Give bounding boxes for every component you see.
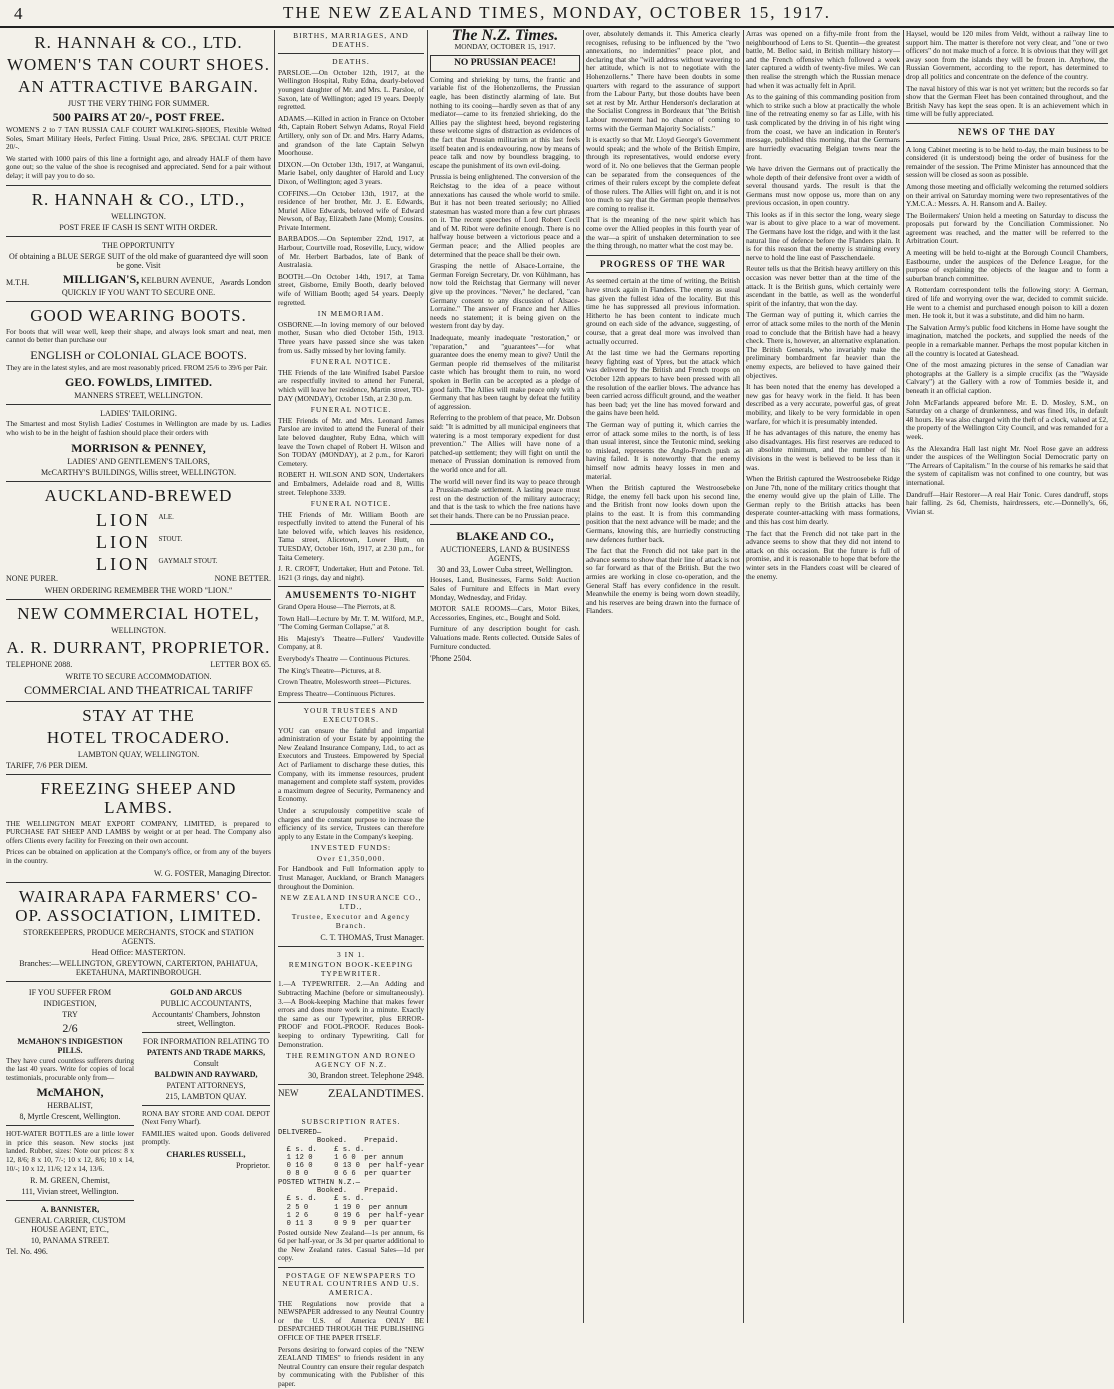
ad-hotel-town: WELLINGTON.	[111, 625, 166, 635]
ad-morrison-sub: LADIES' AND GENTLEMEN'S TAILORS,	[67, 456, 210, 466]
amusement-item: Empress Theatre—Continuous Pictures.	[278, 688, 396, 698]
divider	[6, 981, 271, 982]
ad-lion-word: LION	[96, 531, 151, 552]
news-item: The Boilermakers' Union held a meeting on Saturday to discuss the proposals put forward by the Conciliation Commissioner. No agreement was reached, and the matter will be referred to the Arbitration Court.	[906, 210, 1108, 246]
funeral-notice: THE Friends of the late Winifred Isabel Parsloe are respectfully invited to attend her Funeral, which will leave her residence, Martin street, TO-DAY (MONDAY), October 15th, at 2.30 p.m.	[278, 367, 424, 403]
ad-fowlds-name: GEO. FOWLDS, LIMITED.	[64, 375, 213, 390]
war-paragraph: Haysel, would be 120 miles from Veldt, without a railway line to support him. The matter is therefore not very clear, and "one or two officers" do not make much of a force. It is obvious that they will get away soon from the islands they will be frozen in. Anyhow, the Russian Government, according to the report, has determined to drop all politics and concentrate on the defence of the country.	[906, 29, 1108, 81]
ad-hannah-address	[6, 190, 271, 232]
death-notice: PARSLOE.—On October 12th, 1917, at the Wellington Hospital, Ruby Edna, dearly-beloved youngest daughter of Mr. and Mrs. L. Parsloe, of Saxon, late of Wellington; aged 19 years. Deeply regretted.	[278, 67, 424, 112]
news-item: Dandruff—Hair Restorer—A real Hair Tonic. Cures dandruff, stops hair falling. 2s 6d, Chemists, hairdressers, etc.—Donnelly's, 66, Vivian st.	[906, 489, 1108, 516]
ad-milligan-award: Awards London	[219, 277, 271, 287]
ad-morrison-address: McCARTHY'S BUILDINGS, Willis street, WELLINGTON.	[40, 467, 237, 477]
memoriam-notice: OSBORNE.—In loving memory of our beloved mother, Susan who died October 15th, 1913. Three years have passed since she was taken from us. Sadly missed by her loving family.	[278, 319, 424, 355]
ad-milligan-mark: M.T.H.	[6, 277, 30, 287]
ad-hotel-line: WRITE TO SECURE ACCOMMODATION.	[65, 671, 212, 681]
subscription-delivered: DELIVERED— Booked. Prepaid. £ s. d. £ s. d. 1 12 0 1 6 0 per annum 0 16 0 0 13 0 per half-year 0 8 0 0 6 6 per quarter	[278, 1128, 425, 1179]
divider	[586, 255, 740, 256]
remington-label: REMINGTON BOOK-KEEPING TYPEWRITER.	[288, 960, 414, 978]
divider	[6, 599, 271, 600]
nz-times-logo-c: TIMES.	[385, 1086, 424, 1101]
ad-right-stack	[142, 986, 270, 1170]
war-headline: PROGRESS OF THE WAR	[599, 258, 727, 269]
ad-families-name: CHARLES RUSSELL,	[166, 1149, 246, 1159]
ad-milligan-line3: QUICKLY IF YOU WANT TO SECURE ONE.	[61, 287, 216, 297]
leader-paragraph: Inadequate, meanly inadequate "restoration," or "reparation," and "guarantees"—for what guarantee does the enemy mean to give? Until the German people rid themselves of the militarist caste which has brought them to ruin, no word spoken in Berlin can be accepted as a pledge of good faith. The Allies will make peace only with a Germany that has been taught by defeat the futility of aggression.	[430, 333, 580, 411]
divider	[278, 53, 424, 54]
death-notice: DIXON.—On October 13th, 1917, at Wanganui, Marie Isabel, only daughter of Harold and Lucy Dixon, of Wellington; aged 3 years.	[278, 159, 424, 186]
ad-mcmahon	[6, 986, 134, 1257]
news-item: Among those meeting and officially welcoming the returned soldiers on their arrival on Saturday morning were two representatives of the Y.M.C.A.: Messrs. A. H. Ransom and A. Bailey.	[906, 181, 1108, 209]
three-in-one: 3 IN 1.	[336, 949, 366, 959]
ad-hotel-name: NEW COMMERCIAL HOTEL,	[17, 603, 260, 623]
ad-gold-arcus-line2: Accountants' Chambers, Johnston street, Wellington.	[151, 1009, 261, 1028]
ad-fowlds-text: For boots that will wear well, keep their shape, and always look smart and neat, men cannot do better than purchase our	[6, 326, 271, 345]
divider	[278, 1084, 424, 1085]
column-rule	[903, 30, 904, 1323]
ad-milligan-line2: Of obtaining a BLUE SERGE SUIT of the old make of guaranteed dye will soon be gone. Visit	[9, 251, 268, 270]
ad-patents-line3: Consult	[193, 1058, 219, 1068]
ad-blake-text: MOTOR SALE ROOMS—Cars, Motor Bikes, Accessories, Engines, etc., Bought and Sold.	[430, 604, 580, 622]
ad-mcmahon-product: McMAHON'S INDIGESTION PILLS.	[17, 1036, 123, 1055]
amusement-item: Everybody's Theatre — Continuous Pictures.	[278, 654, 410, 663]
divider	[6, 301, 271, 302]
war-paragraph: The fact that the French did not take part in the advance seems to show that they did not intend to attack on this occasion. But the future is full of promise, and it is reasonable to hope that before the winter sets in the Flanders coast will be cleared of the enemy.	[746, 528, 900, 581]
ad-lion-sub: ALE.	[158, 512, 174, 521]
divider	[6, 481, 271, 482]
ad-hannah-detail: WOMEN'S 2 to 7 TAN RUSSIA CALF COURT WALKING-SHOES, Flexible Welted Soles, Smart Military Heels, Perfect Fitting. Usual Price, 28/6. SPECIAL CUT PRICE 20/-.	[6, 125, 271, 152]
divider	[6, 185, 271, 186]
ad-lion-word: LION	[96, 509, 151, 530]
nameplate: The N.Z. Times.	[451, 27, 559, 44]
amusements-label: AMUSEMENTS TO-NIGHT	[285, 590, 417, 601]
ad-hannah-note: We started with 1000 pairs of this line a fortnight ago, and already HALF of them have gone out; so the value of the shoe is recognised and appreciated. Send for a pair without delay; it will pay you to do so.	[6, 153, 271, 180]
page-title: THE NEW ZEALAND TIMES, MONDAY, OCTOBER 15, 1917.	[283, 3, 831, 22]
ad-patents-line2: PATENTS AND TRADE MARKS,	[146, 1047, 266, 1057]
column-4-war	[586, 30, 740, 1323]
amusement-item: Town Hall—Lecture by Mr. T. M. Wilford, M.P., "The Coming German Collapse," at 8.	[278, 613, 424, 632]
leader-continued: over, absolutely demands it. This America clearly recognises, refusing to be influenced by the "two annexations, no indemnities" peace plot, and declaring that she "will address without wavering to her attitude, which is not to negotiate with the Hohenzollerns." There have been doubts in some quarters with regard to the assurance of support from the Labour Party, but those doubts have been set at rest by Mr. Arthur Henderson's declaration at the Socialist Congress in Bordeaux that "the British Labour movement had no chance of coming to terms with the German Majority Socialists."	[586, 29, 740, 133]
leader-continued: It is exactly so that Mr. Lloyd George's Government would speak; and the whole of the British Empire, through its representatives, would endorse every word of it. No one believes that the German people can be separated from the consequences of the crimes of their rulers except by the complete defeat of those rulers. The Allies will fight on, and it is not too much to say that the German people themselves are coming to realise it.	[586, 135, 740, 213]
ad-hannah2-line: WELLINGTON.	[111, 211, 166, 221]
ad-blake-text: Houses, Land, Businesses, Farms Sold: Auction Sales of Furniture and Effects in Mart every Monday, Wednesday, and Friday.	[430, 575, 580, 602]
ad-lion	[6, 486, 271, 595]
remington-name: THE REMINGTON AND RONEO AGENCY OF N.Z.	[286, 1051, 416, 1069]
leader-continued: That is the meaning of the new spirit which has come over the Allied peoples in this fourth year of the war—a spirit of unshaken determination to see the thing through, no matter what the cost may be.	[586, 215, 740, 251]
war-paragraph: Arras was opened on a fifty-mile front from the neighbourhood of Lens to St. Quentin—the greatest battle, M. Belloc said, in British military history—and the French offensive which followed a week later captured a width of twenty-five miles. We can then realise the strength which the Russian menace had when it was actually felt in April.	[746, 29, 900, 90]
ad-hannah-line1: WOMEN'S TAN COURT SHOES.	[6, 55, 271, 74]
subscription-label: SUBSCRIPTION RATES.	[301, 1117, 401, 1127]
ad-mcmahon-price: 2/6	[62, 1020, 78, 1035]
war-paragraph: We have driven the Germans out of practically the whole depth of their defensive front over a width of several thousand yards. The result is that the Germans must now oppose us, more than on any previous occasion, in open country.	[746, 163, 900, 208]
ad-morrison-text: The Smartest and most Stylish Ladies' Costumes in Wellington are made by us. Ladies who wish to be in the height of fashion should place their orders with	[6, 419, 271, 437]
ad-freezing-sign: W. G. FOSTER, Managing Director.	[153, 868, 271, 878]
death-notice: ADAMS.—Killed in action in France on October 4th, Captain Robert Selwyn Adams, Royal Field Artillery, only son of Dr. and Mrs. Harry Adams, and grandson of the late Captain Selwyn Moorhouse.	[278, 113, 424, 158]
ad-bannister-address: 10, PANAMA STREET.	[30, 1236, 110, 1246]
divider	[278, 1267, 424, 1268]
ad-mcmahon-text: They have cured countless sufferers during the last 40 years. Write for copies of local testimonials, procurable only from—	[6, 1055, 134, 1082]
ad-hannah-name: R. HANNAH & CO., LTD.	[34, 33, 243, 52]
ad-morrison-line1: LADIES' TAILORING.	[100, 409, 177, 419]
column-rule	[583, 30, 584, 1323]
divider	[142, 1105, 270, 1106]
funeral-label: FUNERAL NOTICE.	[310, 405, 392, 415]
ad-fowlds-address: MANNERS STREET, WELLINGTON.	[74, 391, 203, 401]
war-paragraph: If he has advantages of this nature, the enemy has also disadvantages. His first reserves are reduced to an absolute minimum, and the number of his divisions in the west is believed to be less than it was.	[746, 428, 900, 472]
ad-lion-tag2: NONE BETTER.	[214, 573, 271, 583]
ad-freezing	[6, 779, 271, 878]
trustees-text: For Handbook and Full Information apply to Trust Manager, Auckland, or Branch Managers throughout the Dominion.	[278, 864, 424, 891]
death-notice: BOOTH.—On October 14th, 1917, at Tama street, Gisborne, Emily Booth, dearly beloved wife of William Booth; aged 54 years. Deeply regretted.	[278, 271, 424, 307]
news-item: A Rotterdam correspondent tells the following story: A German, tired of life and worrying over the war, decided to commit suicide. He went to a chemist and purchased enough poison to kill a dozen men. He took it, but it was a substitute, and did him no harm.	[906, 285, 1108, 321]
ad-commercial-hotel	[6, 604, 271, 697]
ad-lion-tag1: NONE PURER.	[6, 573, 59, 583]
ad-hotel-proprietor: A. R. DURRANT, PROPRIETOR.	[6, 637, 271, 657]
divider	[278, 946, 424, 947]
amusement-item: Crown Theatre, Molesworth street—Pictures.	[278, 677, 412, 687]
ad-mcmahon-address: 8, Myrtle Crescent, Wellington.	[19, 1112, 121, 1122]
column-6-news	[906, 30, 1108, 1323]
leader-paragraph: Prussia is being enlightened. The conversion of the Reichstag to the idea of a peace without annexations has caused the whole world to smile. But it has not been treated seriously; no Allied statesman has wasted more than a few curt phrases on it. The recent speeches of Lord Robert Cecil and of M. Ribot were definite enough. There is no halfway house between a victorious peace and a German peace; and the Allied peoples are determined that the peace shall be their own.	[430, 172, 580, 259]
amusement-item: Grand Opera House—The Pierrots, at 8.	[278, 602, 396, 612]
war-paragraph: The German way of putting it, which carries the error of attack some miles to the north, is of less than usual interest, since the Teutonic mind, seeking to mislead, represents the Anglo-French push as having failed. It is noteworthy that the enemy himself now admits heavy losses in men and material.	[586, 419, 740, 481]
divider	[586, 272, 740, 273]
news-item: John McFarlands appeared before Mr. E. D. Mosley, S.M., on Saturday on a charge of drunkenness, and was fined 10s, in default 48 hours. He was also charged with the theft of a clock, valued at £2, the property of the Wellington City Council, and was remanded for a week.	[906, 397, 1108, 441]
news-item: The Salvation Army's public food kitchens in Home have sought the imagination, matched the pockets, and supplied the needs of the people in a remarkable manner. Perhaps the most popular kitchen in all the country is located at Gateshead.	[906, 322, 1108, 358]
news-headline: NEWS OF THE DAY	[958, 126, 1056, 137]
postage-text: Persons desiring to forward copies of the "NEW ZEALAND TIMES" to friends resident in any Neutral Country can ensure their regular despatch by communicating with the Publisher of this paper.	[278, 1344, 424, 1388]
ad-bannister-tel: Tel. No. 496.	[6, 1247, 48, 1257]
ad-patents-line1: FOR INFORMATION RELATING TO	[142, 1036, 270, 1046]
death-notice: BARBADOS.—On September 22nd, 1917, at Harbour, Courtville road, Roseville, Lucy, widow of Mr. Herbert Barbados, late of Bank of Australasia.	[278, 234, 424, 270]
funeral-label: FUNERAL NOTICE.	[310, 499, 392, 509]
ad-hotel-tariff: COMMERCIAL AND THEATRICAL TARIFF	[24, 682, 253, 697]
ad-milligan	[6, 241, 271, 297]
divider	[6, 882, 271, 883]
nzi-sign: C. T. THOMAS, Trust Manager.	[320, 932, 424, 942]
funeral-label: FUNERAL NOTICE.	[310, 357, 392, 367]
leader-paragraph: Referring to the problem of that peace, Mr. Dobson said: "It is admitted by all municipal engineers that watering is a most temporary expedient for dust prevention." The Allies will have none of a patched-up settlement; they will fight on until the menace of Prussian domination is removed from the world once and for all.	[430, 413, 580, 474]
ad-blake-phone: 'Phone 2504.	[430, 654, 472, 664]
ad-hannah-line2: AN ATTRACTIVE BARGAIN.	[18, 77, 259, 96]
ad-hotwater-address: 111, Vivian street, Wellington.	[21, 1187, 119, 1197]
news-item: A meeting will be held to-night at the Borough Council Chambers, Eastbourne, under the auspices of the Defence League, for the purpose of explaining the objects of the league and to form a suburban branch committee.	[906, 248, 1108, 283]
funeral-notice: THE Friends of Mr. William Booth are respectfully invited to attend the Funeral of his late beloved wife, which leaves his residence, Tama street, Alicetown, Lower Hutt, on TUESDAY, October 16th, 1917, at 2.30 p.m., for Taita Cemetery.	[278, 509, 424, 562]
page-number: 4	[14, 4, 23, 23]
divider	[430, 524, 580, 525]
war-paragraph: The fact that the French did not take part in the advance seems to show that their line of attack is not so far forward as that of the British. But the two armies are working in close co-operation, and the General Staff has every confidence in the result. Meanwhile the enemy is being worn down steadily, and his reserves are being drawn into the furnace of Flanders.	[586, 546, 741, 616]
ad-gold-arcus-line1: PUBLIC ACCOUNTANTS,	[160, 998, 252, 1008]
divider	[6, 1125, 134, 1126]
memoriam-label: IN MEMORIAM.	[317, 309, 385, 319]
ad-hannah2-note: POST FREE IF CASH IS SENT WITH ORDER.	[59, 222, 218, 232]
divider	[6, 1200, 134, 1201]
ad-families-text: FAMILIES waited upon. Goods delivered promptly.	[142, 1128, 270, 1147]
ad-lion-row	[6, 508, 271, 530]
funeral-notice: THE Friends of Mr. and Mrs. Leonard James Parsloe are invited to attend the Funeral of their late beloved daughter, Ruby Edna, which will leave the Town chapel of Robert H. Wilson and Son TODAY (MONDAY), at 2 p.m., for Karori Cemetery.	[278, 415, 424, 468]
trustees-text: Under a scrupulously competitive scale of charges and the constant purpose to increase the efficiency of its service, Trustees can therefore apply to any Estate in the Company's keeping.	[278, 805, 424, 841]
ad-wairarapa-line1: STOREKEEPERS, PRODUCE MERCHANTS, STOCK and STATION AGENTS.	[23, 927, 254, 946]
funds-value: Over £1,350,000.	[316, 853, 386, 863]
ad-morrison-name: MORRISON & PENNEY,	[71, 440, 206, 455]
ad-bannister-name: A. BANNISTER,	[40, 1205, 100, 1215]
news-item: As the Alexandra Hall last night Mr. Noel Rose gave an address under the auspices of the Wellington Social Democratic party on "The Arrears of Capitalism." In the course of his remarks he said that the system of capitalism was not confined to one country, but was international.	[906, 443, 1108, 487]
war-paragraph: Reuter tells us that the British heavy artillery on this occasion was never better than at the time of the attack. It is the British guns, which certainly were ascendant in the battle, as well as the wonderful spirit of the infantry, that won the day.	[746, 264, 900, 308]
ad-families-role: Proprietor.	[236, 1160, 270, 1170]
ad-lion-row	[6, 552, 271, 574]
ad-patents-sub: PATENT ATTORNEYS,	[166, 1080, 246, 1090]
ad-morrison	[6, 409, 271, 476]
nz-times-logo-a: NEW	[278, 1088, 299, 1099]
ad-fowlds-text2: They are in the latest styles, and are most reasonably priced. FROM 25/6 to 39/6 per Pair.	[6, 362, 268, 372]
war-paragraph: This looks as if in this sector the long, weary siege war is about to give place to a war of movement. The Germans have lost the ridge, and with it the last natural line of defence before the Flanders plain. It is for this reason that the enemy is straining every nerve to hold the line east of Passchendaele.	[746, 209, 900, 262]
ad-gold-arcus-name: GOLD AND ARCUS	[170, 987, 242, 997]
postage-label: POSTAGE OF NEWSPAPERS TO NEUTRAL COUNTRIES AND U.S. AMERICA.	[282, 1270, 420, 1298]
trustees-label: YOUR TRUSTEES AND EXECUTORS.	[303, 706, 399, 724]
divider	[906, 123, 1108, 124]
ad-blake-sub: AUCTIONEERS, LAND & BUSINESS AGENTS,	[440, 545, 570, 564]
trustees-text: YOU can ensure the faithful and impartial administration of your Estate by appointing the New Zealand Insurance Company, Ltd., to act as Executors and Trustees. Empowered by Special Act of Parliament to discharge these duties, this Company, with its immense resources, prudent management and complete staff system, provides a maximum degree of Security, Permanency and Economy.	[278, 725, 424, 804]
ad-trocadero-address: LAMBTON QUAY, WELLINGTON.	[77, 749, 200, 759]
column-2-notices	[278, 30, 425, 1388]
funeral-sign: J. R. CROFT, Undertaker, Hutt and Petone. Tel. 1621 (3 rings, day and night).	[278, 564, 424, 582]
funds-label: INVESTED FUNDS:	[310, 843, 392, 853]
war-paragraph: It has been noted that the enemy has developed a new gas for heavy work in the field. It has been described as a very accurate, powerful gas, of great mobility, and likely to be very formidable in open warfare, for which it is presumably intended.	[746, 382, 900, 426]
ad-blake-text: Furniture of any description bought for cash. Valuations made. Rents collected. Outside Sales of Furniture conducted.	[430, 624, 580, 651]
ad-fowlds-headline: GOOD WEARING BOOTS.	[30, 305, 247, 325]
subscription-posted: POSTED WITHIN N.Z.— Booked. Prepaid. £ s. d. £ s. d. 2 5 0 1 19 0 per annum 1 2 6 0 19 6 per half-year 0 11 3 0 9 9 per quarter	[278, 1178, 425, 1229]
amusement-item: His Majesty's Theatre—Fullers' Vaudeville Company, at 8.	[278, 633, 424, 652]
ad-mcmahon-line1: IF YOU SUFFER FROM	[28, 987, 112, 997]
ad-mcmahon-line2: INDIGESTION,	[43, 998, 97, 1008]
war-paragraph: As seemed certain at the time of writing, the British have struck again in Flanders. The enemy as usual has given the fullest idea of the locality. But this time he has suppressed all previous information. Hitherto he has been content to indicate much ground on each side of the advance, suggesting, of course, that a great deal more was involved than actually occurred.	[586, 276, 740, 346]
nzi-name: NEW ZEALAND INSURANCE CO., LTD.,	[280, 893, 422, 911]
divider	[278, 586, 424, 587]
column-rule	[274, 30, 275, 1323]
ad-lion-tag3: WHEN ORDERING REMEMBER THE WORD "LION."	[44, 585, 233, 595]
ad-blake-address: 30 and 33, Lower Cuba street, Wellington.	[437, 565, 573, 575]
deaths-label: DEATHS.	[332, 57, 370, 67]
ad-wairarapa-name: WAIRARAPA FARMERS' CO-OP. ASSOCIATION, LIMITED.	[15, 886, 262, 925]
leader-paragraph: Grasping the nettle of Alsace-Lorraine, the German Foreign Secretary, Dr. von Kühlmann, has now told the Reichstag that Germany will never give up the provinces. "Never," he declared, "can Germany consent to any discussion of Alsace-Lorraine." The answer of France and her Allies needs no statement; it is being given on the western front day by day.	[430, 261, 580, 331]
leader-paragraph: Coming and shrieking by turns, the frantic and variable fist of the Hohenzollerns, the Prussian eagle, has been distinctly alarming of late. But nothing to its cooing—hardly seven as that of any mediator—came to its frenzied shrieking, do the Allies pay the slightest heed, beyond registering these welcome signs of distraction as evidences of the fact that Prussian militarism at this last feels itself beaten and is endeavouring, now by means of peace talk and now by boundless bragging, to escape the punishment of its own evil-doing.	[430, 74, 580, 170]
ad-bannister-line1: GENERAL CARRIER, CUSTOM HOUSE AGENT, ETC.,	[14, 1216, 126, 1235]
ad-trocadero	[6, 706, 271, 770]
ad-trocadero-line1: STAY AT THE	[82, 705, 195, 725]
news-item: One of the most amazing pictures in the sense of Canadian war photographs at the Gallery is a simple crucifix (as the "Wayside Calvary") at the Gallery with a row of Tommies beside it, and beneath it an official caption.	[906, 360, 1108, 395]
nz-times-logo-b: ZEALAND	[328, 1086, 385, 1101]
death-notice: COFFINS.—On October 13th, 1917, at the residence of her brother, Mr. J. E. Edwards, Muriel Alice Edwards, beloved wife of Edward Newson, of Bay, Elizabeth Jane (Mom); Cousins. Private Interment.	[278, 188, 424, 232]
postage-text: THE Regulations now provide that a NEWSPAPER addressed to any Neutral Country or the U.S. of America ONLY BE DESPATCHED THROUGH THE PUBLISHING OFFICE OF THE PAPER ITSELF.	[278, 1298, 424, 1343]
ad-hotel-telephone: TELEPHONE 2088.	[6, 659, 73, 669]
ad-blake	[430, 529, 580, 663]
war-paragraph: At the last time we had the Germans reporting heavy fighting east of Ypres, but the attack which was delivered by the British and French troops on October 12th appears to have been pressed with all the resolution of the earlier blows. The advance has been carried across difficult ground, and the weather has been bad; yet the line has moved forward and the gains have been held.	[586, 348, 740, 418]
ad-mcmahon-trade: HERBALIST,	[47, 1101, 93, 1111]
ad-trocadero-name: HOTEL TROCADERO.	[46, 727, 231, 747]
amusement-item: The King's Theatre—Pictures, at 8.	[278, 665, 381, 675]
notices-header: BIRTHS, MARRIAGES, AND DEATHS.	[293, 31, 409, 49]
ad-hannah-line3: JUST THE VERY THING FOR SUMMER.	[67, 99, 210, 108]
ad-hotwater-name: R. M. GREEN, Chemist,	[30, 1176, 110, 1186]
ad-freezing-text: THE WELLINGTON MEAT EXPORT COMPANY, LIMITED, is prepared to PURCHASE FAT SHEEP AND LAMBS by weight or at per head. The Company also offers Clients every facility for Freezing on their own account.	[6, 818, 271, 845]
ad-hannah-offer: 500 PAIRS AT 20/-, POST FREE.	[52, 110, 225, 124]
column-3-leader	[430, 27, 580, 1323]
masthead	[0, 0, 1114, 28]
column-1-advertisements	[6, 30, 271, 1323]
ad-rona-bay: RONA BAY STORE AND COAL DEPOT (Next Ferry Wharf).	[142, 1108, 270, 1127]
war-paragraph: The German way of putting it, which carries the error of attack some miles to the north of the Menin road to conclude that the British have had a heavy check. There is, however, an alternative explanation. The British Generals, who invariably make the preliminary bombardment far heavier than the enemy expects, are believed to have gained their objectives.	[746, 310, 900, 380]
divider	[278, 702, 424, 703]
news-item: A long Cabinet meeting is to be held to-day, the main business to be considered (it is understood) being the order of business for the remainder of the session. The Prime Minister has announced that the session will be closed as soon as possible.	[906, 144, 1108, 180]
ad-wairarapa-line2: Head Office: MASTERTON.	[91, 947, 186, 957]
ad-milligan-address: KELBURN AVENUE,	[141, 275, 215, 285]
war-paragraph: When the British captured the Westroosebeke Ridge, the enemy fell back upon his second line, and the British front now looks down upon the plains to the east. It is from this commanding position that the next advance will be made; and the Germans, knowing this, are hurriedly constructing new defences further back.	[586, 483, 740, 544]
nz-times-logo	[278, 1086, 424, 1115]
ad-lion-row	[6, 530, 271, 552]
column-rule	[743, 30, 744, 1323]
subscription-note: Posted outside New Zealand—1s per annum, 6s 6d per half-year, or 3s 3d per quarter additional to the New Zealand rates. Casual Sales—1d per copy.	[278, 1227, 424, 1263]
divider	[142, 1032, 270, 1033]
remington-text: 1.—A TYPEWRITER. 2.—An Adding and Subtracting Machine (before or simultaneously). 3.—A Book-keeping Machine that makes fewer errors and does more work in a minute. Exactly the same as our Typewriter, plus ERROR-PROOF and FOOL-PROOF. Reduces Book-keeping to ordinary Typewriting. Call for Demonstration.	[278, 979, 424, 1049]
leader-headline: NO PRUSSIAN PEACE!	[430, 55, 580, 72]
column-rule	[427, 30, 428, 1323]
war-paragraph: The naval history of this war is not yet written; but the records so far show that the German Fleet has been contained throughout, and the British Navy has kept the seas open. It is an achievement which in time will be fully appreciated.	[906, 83, 1108, 119]
ad-hannah2-name: R. HANNAH & CO., LTD.,	[31, 189, 246, 209]
ad-patents-address: 215, LAMBTON QUAY.	[165, 1091, 247, 1101]
ad-trocadero-tariff: TARIFF, 7/6 PER DIEM.	[6, 760, 88, 770]
remington-address: 30, Brandon street. Telephone 2948.	[308, 1071, 424, 1081]
ad-freezing-headline: FREEZING SHEEP AND LAMBS.	[40, 778, 237, 817]
ad-mcmahon-name: McMAHON,	[36, 1085, 104, 1100]
ad-lion-sub: STOUT.	[158, 534, 183, 543]
column-5-war-continued	[746, 30, 900, 1323]
ad-hannah-shoes	[6, 33, 271, 181]
undertaker-notice: ROBERT H. WILSON AND SON, Undertakers and Embalmers, Adelaide road and 8, Willis street. Telephone 3339.	[278, 470, 424, 497]
divider	[6, 404, 271, 405]
ad-patents-name: BALDWIN AND RAYWARD,	[154, 1069, 258, 1079]
leader-paragraph: The world will never find its way to peace through a Prussian-made settlement. A lasting peace must rest on the destruction of the military autocracy; and that is the task to which the free nations have set their hands. There can be no Prussian peace.	[430, 476, 580, 520]
dateline: MONDAY, OCTOBER 15, 1917.	[454, 41, 556, 51]
nzi-sub: Trustee, Executor and Agency Branch.	[291, 912, 411, 931]
ad-wairarapa-branches: Branches:—WELLINGTON, GREYTOWN, CARTERTON, PAHIATUA, EKETAHUNA, MARTINBOROUGH.	[19, 958, 258, 977]
ad-lion-word: LION	[96, 553, 151, 574]
ad-fowlds-sub: ENGLISH or COLONIAL GLACE BOOTS.	[30, 347, 247, 362]
ad-wairarapa	[6, 887, 271, 977]
divider	[906, 141, 1108, 142]
ad-milligan-name: MILLIGAN'S,	[62, 271, 140, 286]
ad-milligan-line1: THE OPPORTUNITY	[102, 240, 175, 250]
ad-lion-headline: AUCKLAND-BREWED	[44, 485, 233, 505]
divider	[6, 701, 271, 702]
divider	[6, 236, 271, 237]
ad-mcmahon-line3: TRY	[62, 1009, 78, 1019]
war-paragraph: As to the gaining of this commanding position from which to strike such a blow at practically the whole line of the retreating enemy so far as Lille, with his task complicated by the driving in of his right wing from the coast, we have an indication in Reuter's message, published this morning, that the Germans are hurriedly evacuating Belgian towns near the front.	[746, 92, 900, 162]
ad-blake-name: BLAKE AND CO.,	[456, 529, 554, 544]
ad-hotwater-text: HOT-WATER BOTTLES are a little lower in price this season. New stocks just landed. Rubber, sizes: Note our prices: 8 x 12, 8/6; 8 x 10, 7/-; 10 x 12, 8/6; 10 x 14, 10/-; 10 x 12, 11/6; 12 x 14, 13/6.	[6, 1129, 134, 1173]
ad-hotel-letter-box: LETTER BOX 65.	[210, 659, 271, 669]
ad-freezing-text2: Prices can be obtained on application at the Company's office, or from any of the buyers in the country.	[6, 847, 271, 865]
ad-fowlds	[6, 306, 271, 401]
war-paragraph: When the British captured the Westroosebeke Ridge on June 7th, none of the military critics thought that the enemy would give up the plain of Lille. The German reply to the British attacks has been desperate counter-attacking with mass formations, and this has cost him dearly.	[746, 474, 900, 527]
divider	[6, 774, 271, 775]
ad-lion-sub: GAYMALT STOUT.	[158, 556, 218, 565]
